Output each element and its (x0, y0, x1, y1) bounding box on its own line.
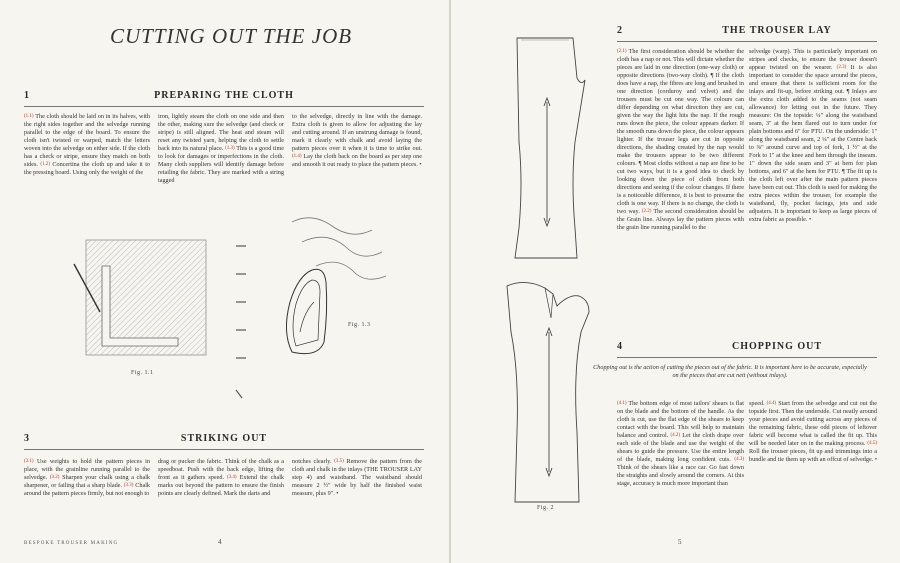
iron-icon (286, 269, 326, 353)
s3-column-2 (158, 458, 284, 514)
section-2-heading (617, 25, 877, 41)
section-1-rule (24, 106, 424, 107)
s1-paragraph-4: This is a good time to look for damages or imperfections in the cloth. Many cloth suppliers will identify damage before retailing the fabric. They are marked with a string tagged (158, 145, 284, 184)
steam-line (316, 262, 386, 279)
s3-column-3 (292, 458, 422, 514)
s1-column-2 (158, 113, 284, 193)
s2-column-1 (617, 48, 744, 296)
section-2-title: THE TROUSER LAY (722, 25, 832, 36)
ref-4-4: (4.4) (766, 401, 777, 406)
section-4-heading (617, 341, 877, 357)
s2-column-2 (749, 48, 877, 296)
fig-2-trouser-lay (499, 32, 609, 532)
s3-paragraph-5: Extend the chalk marks out beyond the pattern to ensure the finish points are clearly defined. Mark the darts and (158, 474, 284, 497)
ref-1-3: (1.3) (225, 146, 235, 151)
chapter-title: CUTTING OUT THE JOB (110, 24, 353, 48)
ref-3-3: (3.3) (123, 483, 134, 488)
s3-column-1 (24, 458, 150, 514)
ref-4-2: (4.2) (670, 433, 681, 438)
ref-4-5: (4.5) (867, 441, 877, 446)
s4-column-1 (617, 400, 744, 512)
trouser-topside-piece (515, 38, 585, 258)
section-3-heading (24, 433, 424, 449)
ref-4-1: (4.1) (617, 401, 627, 406)
s4-paragraph-5: Start from the selvedge and cut out the topside first. Then the underside. Cut neatly around your pieces and avoid cutting across any pieces of the remaining fabric, these odd pieces of leftover fabric will become what is called the fit up. This will be needed later on in the making process. (749, 400, 877, 447)
section-4-number: 4 (617, 341, 623, 352)
steam-line (292, 218, 372, 234)
section-2-number: 2 (617, 25, 623, 36)
fig-1-2-marks (234, 240, 254, 400)
ref-2-1: (2.1) (617, 49, 627, 54)
s4-paragraph-2: Let the cloth drape over each side of the blade and use the weight of the shears to guide the pressure. Use the entire length of the blade, making long confident cuts. (617, 432, 744, 463)
ref-2-2: (2.2) (641, 209, 652, 214)
page-number-right: 5 (678, 538, 682, 546)
ref-3-4: (3.4) (227, 475, 237, 480)
ref-1-1: (1.1) (24, 114, 34, 119)
s1-paragraph-5: to the selvedge, directly in line with the damage. Extra cloth is given to allow for adjusting the lay and cutting around. If an unstrung damage is found, mark it clearly with chalk and avoid laying the pattern pieces over it when it is time to strike out. (292, 113, 422, 152)
fig-1-3-caption: Fig. 1.3 (348, 322, 371, 328)
section-3-rule (24, 449, 424, 450)
ref-4-3: (4.3) (734, 457, 744, 462)
s3-paragraph-3: Chalk around the pattern pieces firmly, but not enough to (24, 482, 150, 497)
fig-1-1-caption: Fig. 1.1 (131, 370, 154, 376)
running-head: BESPOKE TROUSER MAKING (24, 541, 119, 546)
section-3-number: 3 (24, 433, 30, 444)
ref-2-3: (2.3) (836, 65, 847, 70)
trouser-underside-piece (507, 282, 589, 502)
steam-line (302, 237, 382, 256)
section-3-title: STRIKING OUT (180, 433, 268, 444)
section-4-rule (617, 357, 877, 358)
ref-3-1: (3.1) (24, 459, 34, 464)
page-number-left: 4 (218, 538, 222, 546)
s2-paragraph-2: The second consideration should be the Grain line. Always lay the pattern pieces with the grain line running parallel to the (617, 208, 744, 231)
s1-column-3 (292, 113, 422, 193)
section-1-number: 1 (24, 90, 30, 101)
ref-1-4: (1.4) (292, 154, 302, 159)
s1-paragraph-2: Concertina the cloth up and take it to the pressing board. Using only the weight of the (24, 161, 150, 176)
section-2-rule (617, 41, 877, 42)
s4-paragraph-3: Think of the shears like a race car. Go fast down the straights and slowly around the corners. At this stage, accuracy is much more important than (617, 464, 744, 487)
s1-paragraph-1: The cloth should be laid on in its halves, with the right sides together and the selvedge running parallel to the edge of the board. To ensure the cloth isn't twisted or warped, match the letters woven into the selvedge on either side. If the cloth has a check or stripe, ensure they match on both sides. (24, 113, 150, 168)
s3-paragraph-4: drag or pucker the fabric. Think of the chalk as a speedboat. Push with the back edge, lifting the front as it gathers speed. (158, 458, 284, 481)
left-page (0, 0, 449, 563)
section-4-title: CHOPPING OUT (731, 341, 823, 352)
s1-column-1 (24, 113, 150, 193)
s2-paragraph-3: selvedge (warp). This is particularly important on stripes and checks, to ensure the trouser doesn't appear twisted on the wearer. (749, 48, 877, 71)
fig-1-3-illustration (272, 212, 402, 362)
ref-3-2: (3.2) (49, 475, 60, 480)
fig-2-caption: Fig. 2 (537, 505, 555, 511)
s1-paragraph-6: Lay the cloth back on the board as per step one and smooth it out ready to place the pattern pieces. • (292, 153, 422, 168)
ref-3-5: (3.5) (334, 459, 344, 464)
s3-paragraph-1: Use weights to hold the pattern pieces in place, with the grainline running parallel to the selvedge. (24, 458, 150, 481)
s4-intro: Chopping out is the action of cutting the pieces out of the fabric. It is important here to be accurate, especially on the pieces that are cut nett (without inlays). (593, 364, 867, 379)
ref-1-2: (1.2) (40, 162, 50, 167)
s2-paragraph-1: The first consideration should be whether the cloth has a nap or not. This will dictate whether the pieces are laid in one direction (one-way cloth) or opposite directions (two-way cloth). ¶ If the cloth does have a nap, the fibres are long and brushed in one direction (corduroy and velvet) and the trousers must be cut one way. The colours can differ depending on what direction they are cut, given the way the light hits the nap. If the rough runs down the piece, the colour appears darker. If the smooth runs down the piece, the colour appears lighter. If the trouser legs are cut in opposite directions, the shading created by the nap would make the trousers appear to be two different colours. ¶ Most cloths without a nap are fine to be cut two ways, but it is a good idea to check by looking down the piece of cloth from both directions and seeing if the colour changes. If there is a noticeable difference, it is best to presume the cloth is one way. If there is no change, the cloth is two way. (617, 48, 744, 215)
s2-paragraph-4: It is also important to consider the space around the pieces, and ensure that there is sufficient room for the inlays and fit-up, before striking out. ¶ Inlays are the extra cloth added to the seams (not seam allowance) for letting out in the future. They measure: On the topside: ¼" along the waistband seam, 3" at the hem flared out to turn under for plain bottoms and 6" for PTU. On the underside: 1" along the waistband seam, 2 ¼" at the Centre back to ⅜" around curve and top of fork, 1 ½" at the Fork to 1" at the knee and hem through the inseam. 1" down the side seam and 3" at hem for plan bottoms, and 6" at the hem for PTU. ¶ The fit up is the cloth left over after the main pattern pieces have been cut out. This cloth is used for making the extra pieces within the trouser, for example the waistband, fly, pocket facings, jets and side adjusters. It is important to keep as large pieces of extra fabric as possible. • (749, 64, 877, 223)
s1-paragraph-3: iron, lightly steam the cloth on one side and then the other, making sure the selvedge (and check or stripe) is still aligned. The heat and steam will reset any twisted yarn, helping the cloth to settle back into its natural place. (158, 113, 284, 152)
s4-column-2 (749, 400, 877, 512)
s3-paragraph-6: notches clearly. (292, 458, 332, 465)
section-1-heading (24, 90, 424, 106)
section-1-title: PREPARING THE CLOTH (154, 90, 294, 101)
s4-paragraph-6: Roll the trouser pieces, fit up and trimmings into a bundle and tie them up with an offcut of selvedge. • (749, 448, 877, 463)
s3-paragraph-2: Sharpen your chalk using a chalk sharpener, or failing that a sharp blade. (24, 474, 150, 489)
s4-paragraph-4: speed. (749, 400, 765, 407)
s4-paragraph-1: The bottom edge of most tailors' shears is flat on the blade and the bottom of the handle. As the cloth is cut, use the flat edge of the shears to keep contact with the board. This will help to maintain balance and control. (617, 400, 744, 439)
s3-paragraph-7: Remove the pattern from the cloth and chalk in the inlays (THE TROUSER LAY step 4) and waistband. The waistband should measure 2 ½" wide by half the finished waist measure, plus 9". • (292, 458, 422, 497)
